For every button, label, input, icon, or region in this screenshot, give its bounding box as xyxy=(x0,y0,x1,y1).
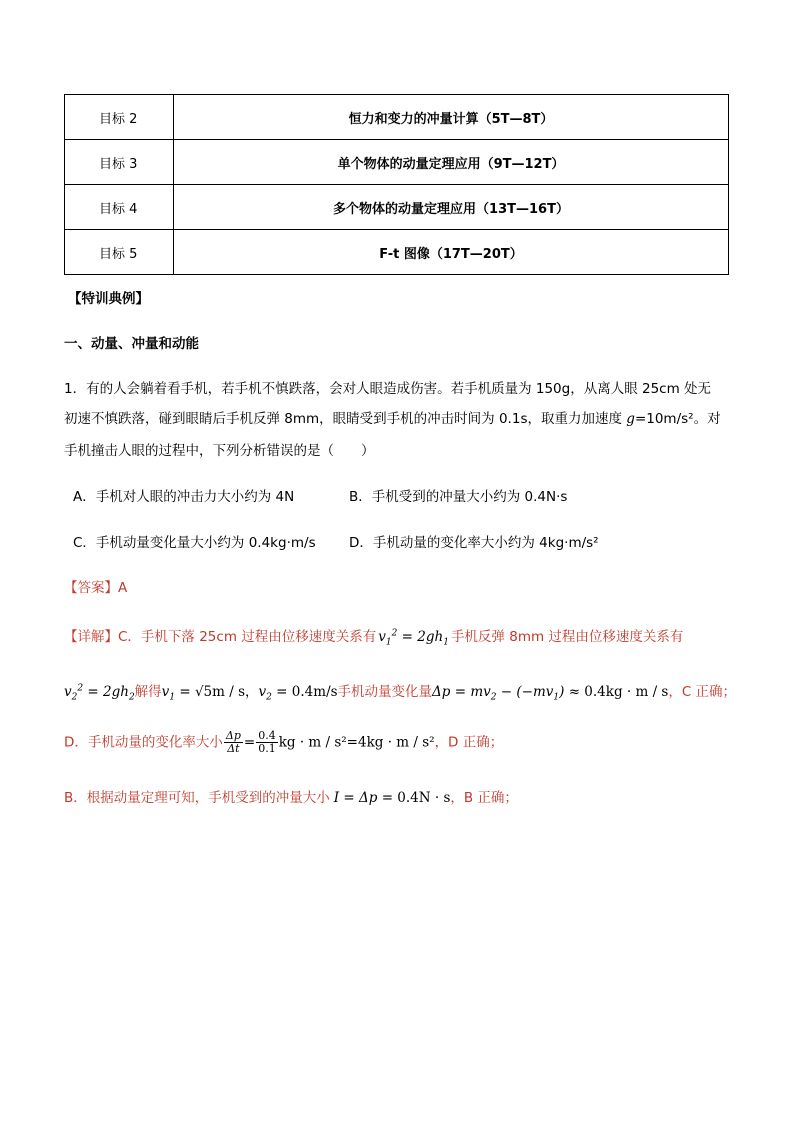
formula-v1-value: $v_1$ = xyxy=(161,684,195,703)
table-row xyxy=(65,230,729,275)
question-line-1: 1．有的人会躺着看手机，若手机不慎跌落，会对人眼造成伤害。若手机质量为 150g，从离人眼 25cm 处无 xyxy=(64,381,712,397)
section-heading: 【特训典例】 xyxy=(68,291,149,307)
option-d: D．手机动量的变化率大小约为 4kg·m/s² xyxy=(349,535,599,551)
question-line-2 xyxy=(64,407,721,427)
detail-line-1 xyxy=(64,625,683,648)
detail-text: D．手机动量的变化率大小 xyxy=(64,734,223,751)
formula-v1: $v_1^2 = 2gh_1$ xyxy=(378,628,449,648)
option-b: B．手机受到的冲量大小约为 0.4N·s xyxy=(349,489,568,505)
question-text: =10m/s²。对 xyxy=(634,411,721,427)
detail-text: 解得 xyxy=(134,684,162,700)
momentum-change-value: ≈ 0.4kg · m / s xyxy=(568,684,669,700)
fraction-denominator: Δt xyxy=(227,742,240,755)
goal-label: 目标 5 xyxy=(65,230,174,275)
fraction-dp-dt xyxy=(224,730,243,755)
goal-desc: 多个物体的动量定理应用（13T—16T） xyxy=(174,185,729,230)
detail-text: ，B 正确； xyxy=(450,790,518,806)
fraction-denominator: 0.1 xyxy=(258,742,276,755)
separator: ， xyxy=(245,684,259,700)
answer xyxy=(64,576,127,596)
goal-label: 目标 2 xyxy=(65,95,174,140)
detail-text: ，D 正确； xyxy=(434,734,504,751)
goal-desc: 单个物体的动量定理应用（9T—12T） xyxy=(174,140,729,185)
detail-line-4 xyxy=(64,786,518,806)
rate-unit: kg · m / s²=4kg · m / s² xyxy=(278,734,435,751)
detail-text: ，C 正确； xyxy=(668,684,737,700)
detail-line-3 xyxy=(64,730,503,755)
goal-label: 目标 4 xyxy=(65,185,174,230)
answer-value: A xyxy=(118,580,128,596)
goal-label: 目标 3 xyxy=(65,140,174,185)
question-line-3: 手机撞击人眼的过程中，下列分析错误的是（ ） xyxy=(64,443,375,459)
impulse-value: = 0.4N · s xyxy=(381,790,451,806)
detail-line-2 xyxy=(64,680,736,703)
table-row xyxy=(65,95,729,140)
detail-text: 手机动量变化量 xyxy=(337,684,433,700)
formula-momentum-change: $\Delta p = mv_2 - (-mv_1)$ xyxy=(432,684,569,703)
formula-impulse: I = Δp xyxy=(333,790,382,806)
answer-tag: 【答案】 xyxy=(64,580,118,596)
goal-desc: 恒力和变力的冲量计算（5T—8T） xyxy=(174,95,729,140)
fraction-value xyxy=(256,730,278,755)
table-row xyxy=(65,140,729,185)
subsection-heading: 一、动量、冲量和动能 xyxy=(64,336,199,352)
fraction-numerator: 0.4 xyxy=(258,729,276,742)
fraction-numerator: Δp xyxy=(225,729,241,742)
goal-table xyxy=(64,94,729,275)
option-a: A．手机对人眼的冲击力大小约为 4N xyxy=(73,489,295,505)
formula-v2-value: $v_2$ = xyxy=(258,684,292,703)
equals-sign: = xyxy=(243,734,256,751)
detail-tag: 【详解】 xyxy=(64,629,118,645)
detail-text: C．手机下落 25cm 过程由位移速度关系有 xyxy=(118,629,377,645)
question-text: 初速不慎跌落，碰到眼睛后手机反弹 8mm，眼睛受到手机的冲击时间为 0.1s，取重力加速度 xyxy=(64,411,627,427)
detail-text: B．根据动量定理可知，手机受到的冲量大小 xyxy=(64,790,330,806)
g-symbol: g xyxy=(626,411,635,427)
goal-desc: F-t 图像（17T—20T） xyxy=(174,230,729,275)
table-row xyxy=(65,185,729,230)
formula-v2: $v_2^2 = 2gh_2$ xyxy=(64,683,135,703)
option-c: C．手机动量变化量大小约为 0.4kg·m/s xyxy=(73,535,316,551)
detail-text: 手机反弹 8mm 过程由位移速度关系有 xyxy=(450,629,684,645)
v1-value: √5m / s xyxy=(194,684,246,700)
v2-value: 0.4m/s xyxy=(291,684,338,700)
